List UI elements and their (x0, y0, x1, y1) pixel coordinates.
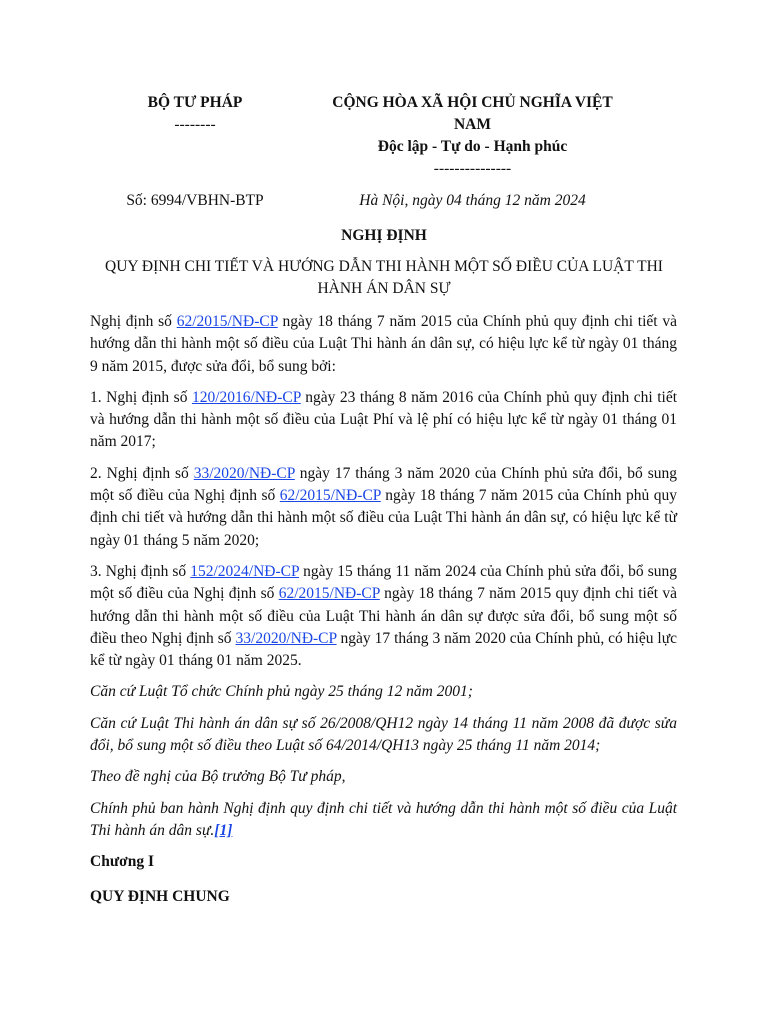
document-subtitle: QUY ĐỊNH CHI TIẾT VÀ HƯỚNG DẪN THI HÀNH MỘT SỐ ĐIỀU CỦA LUẬT THI HÀNH ÁN DÂN SỰ (105, 258, 663, 297)
decree-link-62-2015[interactable]: 62/2015/NĐ-CP (278, 585, 380, 603)
issuing-agency (120, 92, 270, 136)
document-title: NGHỊ ĐỊNH (341, 227, 427, 244)
legal-basis-3: Theo đề nghị của Bộ trưởng Bộ Tư pháp, (90, 768, 346, 786)
national-motto: Độc lập - Tự do - Hạnh phúc (377, 138, 568, 155)
decree-link-33-2020[interactable]: 33/2020/NĐ-CP (193, 464, 295, 482)
national-title (320, 92, 625, 180)
document-body (90, 311, 677, 920)
agency-rule: -------- (174, 116, 216, 133)
chapter-title: QUY ĐỊNH CHUNG (90, 887, 230, 905)
decree-link-33-2020[interactable]: 33/2020/NĐ-CP (235, 629, 337, 647)
nation-name-line1: CỘNG HÒA XÃ HỘI CHỦ NGHĨA VIỆT (332, 94, 613, 111)
amendment-item-1: 1. Nghị định số 120/2016/NĐ-CP ngày 23 tháng 8 năm 2016 của Chính phủ quy định chi tiết và hướng dẫn thi hành một số điều của Luật Phí và lệ phí có hiệu lực kể từ ngày 01 tháng 01 năm 2017; (90, 388, 678, 451)
decree-link-62-2015[interactable]: 62/2015/NĐ-CP (176, 313, 278, 330)
footnote-link[interactable]: [1] (214, 821, 233, 839)
decree-link-120-2016[interactable]: 120/2016/NĐ-CP (191, 388, 301, 406)
agency-name: BỘ TƯ PHÁP (147, 94, 243, 111)
decree-link-152-2024[interactable]: 152/2024/NĐ-CP (190, 562, 300, 580)
legal-basis-2: Căn cứ Luật Thi hành án dân sự số 26/2008/QH12 ngày 14 tháng 11 năm 2008 đã được sửa đổi, bổ sung một số điều theo Luật số 64/2014/QH13 ngày 25 tháng 11 năm 2014; (90, 714, 677, 755)
legal-basis-1: Căn cứ Luật Tổ chức Chính phủ ngày 25 tháng 12 năm 2001; (90, 683, 473, 701)
document-number: Số: 6994/VBHN-BTP (126, 192, 264, 209)
motto-rule: --------------- (433, 160, 512, 177)
decree-link-62-2015[interactable]: 62/2015/NĐ-CP (279, 487, 381, 505)
place-and-date: Hà Nội, ngày 04 tháng 12 năm 2024 (359, 192, 586, 209)
enactment-clause: Chính phủ ban hành Nghị định quy định chi tiết và hướng dẫn thi hành một số điều của Luật Thi hành án dân sự.[1] (90, 799, 677, 839)
amendment-item-3: 3. Nghị định số 152/2024/NĐ-CP ngày 15 tháng 11 năm 2024 của Chính phủ sửa đổi, bổ sung một số điều của Nghị định số 62/2015/NĐ-CP ngày 18 tháng 7 năm 2015 quy định chi tiết và hướng dẫn thi hành một số điều của Luật Thi hành án dân sự được sửa đổi, bổ sung một số điều theo Nghị định số 33/2020/NĐ-CP ngày 17 tháng 3 năm 2020 của Chính phủ, có hiệu lực kể từ ngày 01 tháng 01 năm 2025. (90, 562, 677, 670)
nation-name-line2: NAM (453, 116, 492, 133)
chapter-heading: Chương I (90, 853, 154, 871)
intro-paragraph: Nghị định số 62/2015/NĐ-CP ngày 18 tháng 7 năm 2015 của Chính phủ quy định chi tiết và hướng dẫn thi hành một số điều của Luật Thi hành án dân sự, có hiệu lực kể từ ngày 01 tháng 9 năm 2015, được sửa đổi, bổ sung bởi: (90, 313, 677, 375)
amendment-item-2: 2. Nghị định số 33/2020/NĐ-CP ngày 17 tháng 3 năm 2020 của Chính phủ sửa đổi, bổ sung một số điều của Nghị định số 62/2015/NĐ-CP ngày 18 tháng 7 năm 2015 của Chính phủ quy định chi tiết và hướng dẫn thi hành một số điều của Luật Thi hành án dân sự, có hiệu lực kể từ ngày 01 tháng 5 năm 2020; (90, 464, 678, 549)
